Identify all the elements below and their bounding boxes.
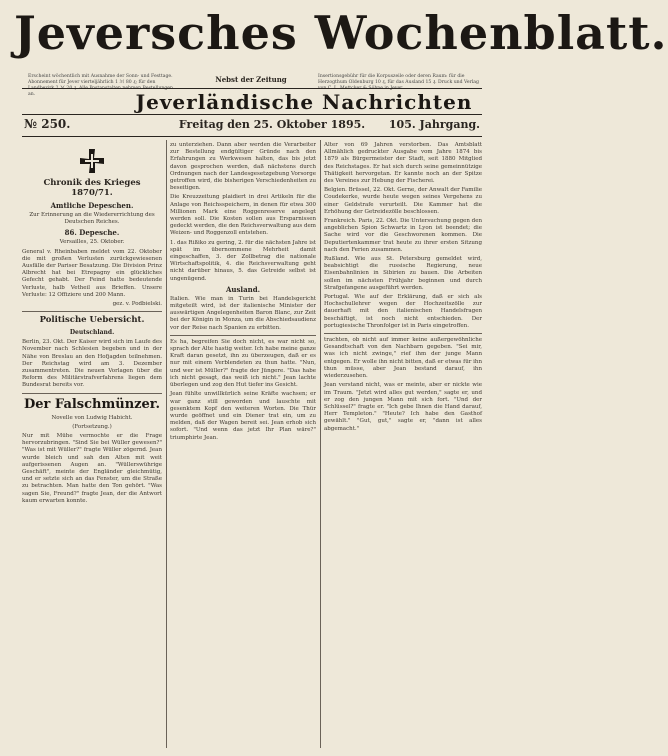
- column-middle: [170, 142, 316, 444]
- article-text: Belgien. Brüssel, 22. Okt. Gerne, der Anwalt der Familie Coudekerke, wurde heute wegen seines Vergehens zu einer Geldstrafe verurteilt. Die Kammer hat die Erhöhung der Getreidezölle beschlossen.: [324, 187, 482, 215]
- feuilleton-author: Novelle von Ludwig Habicht.: [51, 414, 133, 421]
- feuilleton-text: Es ha, begreifen Sie doch nicht, es war nicht so, sprach der Alte hastig weiter. Ich habe meine ganze Kraft daran gesetzt, ihn zu überzeugen, daß er es nur mit einem Verblendeten zu thun hatte. "Nun, und wer ist Müller?" fragte der Jüngere. "Das habe ich nicht gesagt, das weiß ich nicht." Jean lachte überlegen und zog den Hut tiefer ins Gesicht.: [170, 338, 316, 389]
- abroad-heading: Ausland.: [225, 284, 261, 294]
- article-text: 1. das Rißiko zu gering, 2. für die nächsten Jahre ist spät im übernommene Mehrheit damit eingeschaffen, 3. der Zollbetrag die nationale Wirtschaftspolitik, 4. die Reichsverwaltung geht nicht darüber hinaus, 5. das Getreide selbst ist ungenügend.: [170, 239, 316, 282]
- column-right: [324, 142, 482, 435]
- article-text: Frankreich. Paris, 22. Okt. Die Untersuchung gegen den angeblichen Spion Schwartz in Lyon ist beendet; die Sache wird vor die Geschworenen kommen. Die Deputiertenkammer trat heute zu ihrer ersten Sitzung nach den Ferien zusammen.: [324, 218, 482, 253]
- official-dispatches-heading: Amtliche Depeschen.: [50, 201, 134, 210]
- advertising-note: Insertionsgebühr für die Korpuszeile oder deren Raum: für die Herzogthum Oldenburg 10 ₰, für das Ausland 15 ₰. Druck und Verlag von C. L. Mettcker & Söhne in Jever.: [318, 74, 479, 91]
- subscription-note: Erscheint wöchentlich mit Ausnahme der Sonn- und Festtage. Abonnement für Jever vierteljährlich 1 ℳ 80 ₰; für den Landbezirk 2 ℳ 20 ₰. Alle Postanstalten nehmen Bestellungen an.: [28, 74, 173, 97]
- dateline-bottom-rule: [22, 136, 482, 137]
- political-overview-heading: Politische Uebersicht.: [39, 315, 145, 326]
- feuilleton-text: Jean fühlte unwillkürlich seine Kräfte wachsen; er war ganz still geworden und lauschte mit gesenktem Kopf den weiteren Worten. Die Thür wurde geöffnet und ein Diener trat ein, um zu melden, daß der Wagen bereit sei. Jean erhob sich sofort. "Und wenn das jetzt Ihr Plan wäre?" triumphirte Jean.: [170, 391, 316, 441]
- section-divider: [324, 333, 482, 334]
- issue-date: Freitag den 25. Oktober 1895.: [178, 118, 366, 131]
- issue-number: № 250.: [24, 117, 71, 131]
- dispatch-place: Versailles, 25. Oktober.: [59, 239, 125, 246]
- dispatch-text: General v. Rheinbaben meldet vom 22. Oktober die mit großen Verlusten zurückgewiesenen Ausfälle der Pariser Besatzung. Die Division Prinz Albrecht hat bei Etrepagny ein glückliches Gefecht gehabt. Der Feind hatte bedeutende Verluste, halb Vetheil aus Brieffen. Unsere Verluste: 12 Offiziere und 200 Mann.: [22, 248, 162, 298]
- supplement-note: Nebst der Zeitung: [215, 75, 287, 84]
- dateline: [22, 117, 482, 135]
- section-divider: [22, 311, 162, 312]
- article-text: Die Kreuzzeitung plaidiert in drei Artikeln für die Anlage von Reichsspeichern, in denen für etwa 300 Millionen Mark eine Roggenreserve angelegt werden soll. Die Kosten sollen aus Ersparnissen gedeckt werden, die den Reichsverwaltung aus dem Weizen- und Roggenzoll entstehen.: [170, 194, 316, 237]
- feuilleton-text: Nur mit Mühe vermochte er die Frage hervorzubringen. "Sind Sie bei Wüller gewesen?" "Was ist mit Wüller?" fragte Wüller zögernd. Jean wurde bleich und sah den Alten mit weit aufgerissenen Augen an. "Wüllerswührige Geschäft", meinte der Engländer gleichmütig, und er setzte sich an das Fenster, um die Straße zu betrachten. Man hatte den Ton gehört. "Was sagen Sie, Freund?" fragte Jean, der die Antwort kaum erwarten konnte.: [22, 433, 162, 504]
- section-divider: [170, 335, 316, 336]
- feuilleton-text: trachten, ob nicht auf immer keine außergewöhnliche Gesandtschaft von den Nachbarn gegeben. "Sei mir, was ich nicht zwinge," rief ihm der junge Mann entgegen. Er wolle ihn nicht bitten, daß er etwas für ihn thun müsse, aber Jean bestand darauf, ihn wiederzusehen.: [324, 337, 482, 380]
- article-text: zu unterziehen. Dann aber werden die Verarbeiter zur Bestellung endgültiger Gründe nach den Erfahrungen zu Werkwesen halten, das bis jetzt davon gesprochen werden, daß nächstens durch Ordnungen nach der Landesgesetzgebung Vorsorge getroffen wird, die bisherigen Verschiedenheiten zu beseitigen.: [170, 142, 316, 192]
- section-divider: [22, 393, 162, 394]
- feuilleton-text: Jean verstand nicht, was er meinte, aber er nickte wie im Traum. "Jetzt wird alles gut werden," sagte er, und er zog den jungen Mann mit sich fort. "Und der Schlüssel?" fragte er. "Ich gebe Ihnen die Hand darauf, Herr Templeton." "Heute? Ich habe den Gasthof gewählt." "Gut, gut," sagte er, "dann ist alles abgemacht.": [324, 382, 482, 432]
- political-text: Berlin, 23. Okt. Der Kaiser wird sich im Laufe des November nach Schlesien begeben und in der Nähe von Breslau an den Hofjagden teilnehmen. Der Reichstag wird am 3. Dezember zusammentreten. Die neuen Vorlagen über die Reform des Militärstrafverfahrens liegen dem Bundesrat bereits vor.: [22, 339, 162, 389]
- commemoration-note: Zur Erinnerung an die Wiedererrichtung des Deutschen Reiches.: [29, 212, 155, 226]
- feuilleton-continuation: (Fortsetzung.): [72, 423, 112, 430]
- article-text: Italien. Wie man in Turin bei Handelsgericht mitgeteilt wird, ist der italienische Minister der auswärtigen Angelegenheiten Baron Blanc, zur Zeit bei der Königin in Monza, um die Abschiedsaudienz vor der Reise nach Spanien zu erbitten.: [170, 295, 316, 331]
- masthead-title: Jeversches Wochenblatt.: [14, 6, 668, 60]
- iron-cross-icon: [79, 148, 105, 174]
- germany-heading: Deutschland.: [69, 329, 115, 337]
- dateline-top-rule: [22, 114, 482, 115]
- column-left: [22, 142, 162, 507]
- column-divider: [166, 140, 167, 748]
- article-text: Rußland. Wie aus St. Petersburg gemeldet wird, beabsichtigt die russische Regierung, neue Eisenbahnlinien in Sibirien zu bauen. Die Arbeiten sollen im nächsten Frühjahr beginnen und durch Strafgefangene ausgeführt werden.: [324, 256, 482, 291]
- issue-volume: 105. Jahrgang.: [388, 118, 480, 131]
- masthead-subtitle: Jeverländische Nachrichten: [135, 90, 473, 114]
- feuilleton-title: Der Falschmünzer.: [24, 396, 160, 412]
- article-text: Portugal. Wie auf der Erklärung, daß er sich als Hochschullehrer wegen der Hochzeitszölle zur dauerhaft mit den italienischen Handelsfragen beschäftigt, ist noch nicht entschieden. Der portugiesische Thronfolger ist in Paris eingetroffen.: [324, 294, 482, 329]
- article-text: Alter von 69 Jahren verstorben. Das Amtsblatt Allmählich gedruckter Ausgabe vom Jahre 1874 bis 1879 als Bürgermeister der Stadt, seit 1880 Mitglied des Reichstages. Er hat sich durch seine gemeinnützige Thätigkeit hervorgetan. Er kannte noch an der Spitze des Vereines zur Hebung der Fischerei.: [324, 142, 482, 185]
- dispatch-number: 86. Depesche.: [64, 228, 120, 238]
- masthead-rule: [22, 88, 482, 89]
- column-divider: [320, 140, 321, 748]
- dispatch-signature: gez. v. Podbielski.: [112, 301, 162, 308]
- war-chronicle-heading: Chronik des Krieges 1870/71.: [43, 178, 141, 198]
